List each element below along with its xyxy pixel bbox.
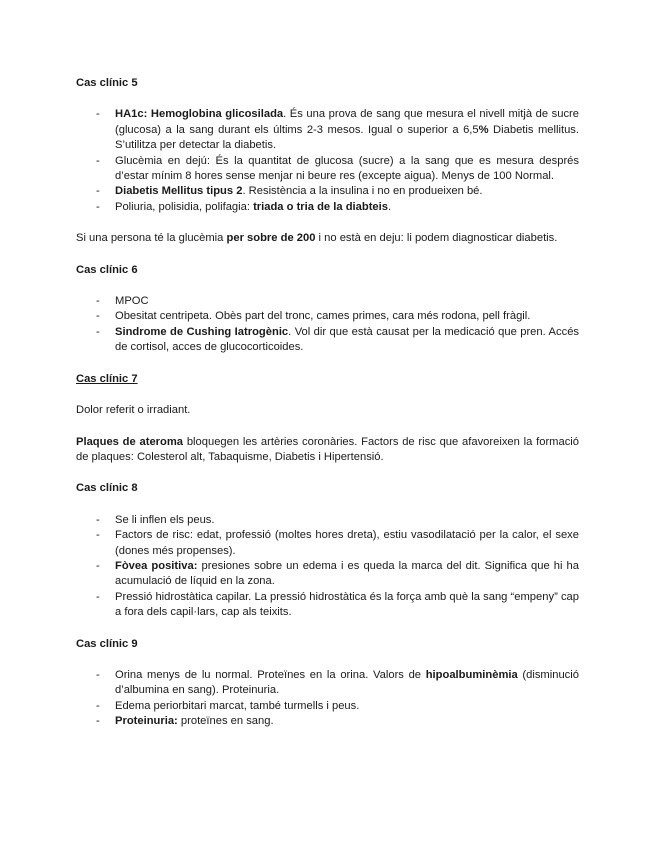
list-item: - Pressió hidrostàtica capilar. La pressió hidrostàtica és la força amb què la sang “empeny” cap a fora dels capil·lars, cap als teixits. [76, 590, 579, 621]
list-item: - Factors de risc: edat, professió (moltes hores dreta), estiu vasodilatació per la calor, el sexe (dones més propenses). [76, 528, 579, 559]
list-item: - Se li inflen els peus. [76, 513, 579, 528]
case-7-paragraph-1: Dolor referit o irradiant. [76, 404, 191, 417]
case-9-list [76, 668, 579, 730]
term-bold: HA1c: Hemoglobina glicosilada [115, 108, 284, 121]
case-7-paragraph-2: Plaques de ateroma bloquegen les artèries coronàries. Factors de risc que afavoreixen la formació de plaques: Colesterol alt, Tabaquisme, Diabetis i Hipertensió. [76, 435, 580, 463]
term-bold: Diabetis Mellitus tipus 2 [115, 185, 243, 198]
term-bold: Fòvea positiva: [115, 559, 198, 572]
case-7-title: Cas clínic 7 [76, 372, 138, 385]
term-bold: triada o tria de la diabteis [253, 200, 388, 213]
case-7-section [76, 372, 579, 466]
term-bold: per sobre de 200 [226, 232, 316, 245]
list-item: - Diabetis Mellitus tipus 2. Resistència a la insulina i no en produeixen bé. [76, 184, 579, 199]
case-5-section [76, 76, 579, 247]
term-bold: hipoalbuminèmia [425, 668, 518, 681]
list-item: - Glucèmia en dejú: És la quantitat de glucosa (sucre) a la sang que es mesura després d’estar mínim 8 hores sense menjar ni beure res (excepte aigua). Menys de 100 Normal. [76, 154, 579, 185]
term-bold: Sindrome de Cushing Iatrogènic [115, 325, 289, 338]
list-item: - Poliuria, polisidia, polifagia: triada o tria de la diabteis. [76, 200, 579, 215]
term-bold: Proteinuria: [115, 715, 178, 728]
list-item: - Orina menys de lu normal. Proteïnes en la orina. Valors de hipoalbuminèmia (disminució d’albumina en sang). Proteinuria. [76, 668, 579, 699]
list-item: - Obesitat centripeta. Obès part del tronc, cames primes, cara més rodona, pell fràgil. [76, 309, 579, 324]
list-item: - Fòvea positiva: presiones sobre un edema i es queda la marca del dit. Significa que hi ha acumulació de líquid en la zona. [76, 559, 579, 590]
term-bold: Plaques de ateroma [76, 435, 184, 448]
case-6-list [76, 294, 579, 356]
case-8-section [76, 481, 579, 620]
case-8-list [76, 513, 579, 621]
case-5-title: Cas clínic 5 [76, 77, 138, 89]
list-item: - Sindrome de Cushing Iatrogènic. Vol dir que està causat per la medicació que pren. Accés de cortisol, acces de glucocorticoides. [76, 325, 579, 356]
case-5-paragraph: Si una persona té la glucèmia per sobre de 200 i no està en deju: li podem diagnosticar diabetis. [76, 232, 558, 245]
list-item: - Edema periorbitari marcat, també turmells i peus. [76, 699, 579, 714]
list-item: - MPOC [76, 294, 579, 309]
list-item: - Proteinuria: proteïnes en sang. [76, 714, 579, 729]
case-9-section [76, 637, 579, 730]
case-6-title: Cas clínic 6 [76, 263, 138, 276]
case-8-title: Cas clínic 8 [76, 482, 138, 495]
case-9-title: Cas clínic 9 [76, 637, 138, 650]
list-item: - HA1c: Hemoglobina glicosilada. És una prova de sang que mesura el nivell mitjà de sucre (glucosa) a la sang durant els últims 2-3 mesos. Igual o superior a 6,5% Diabetis mellitus. S’utilitza per detectar la diabetis. [76, 107, 579, 153]
case-5-list [76, 107, 579, 215]
case-6-section [76, 263, 579, 356]
